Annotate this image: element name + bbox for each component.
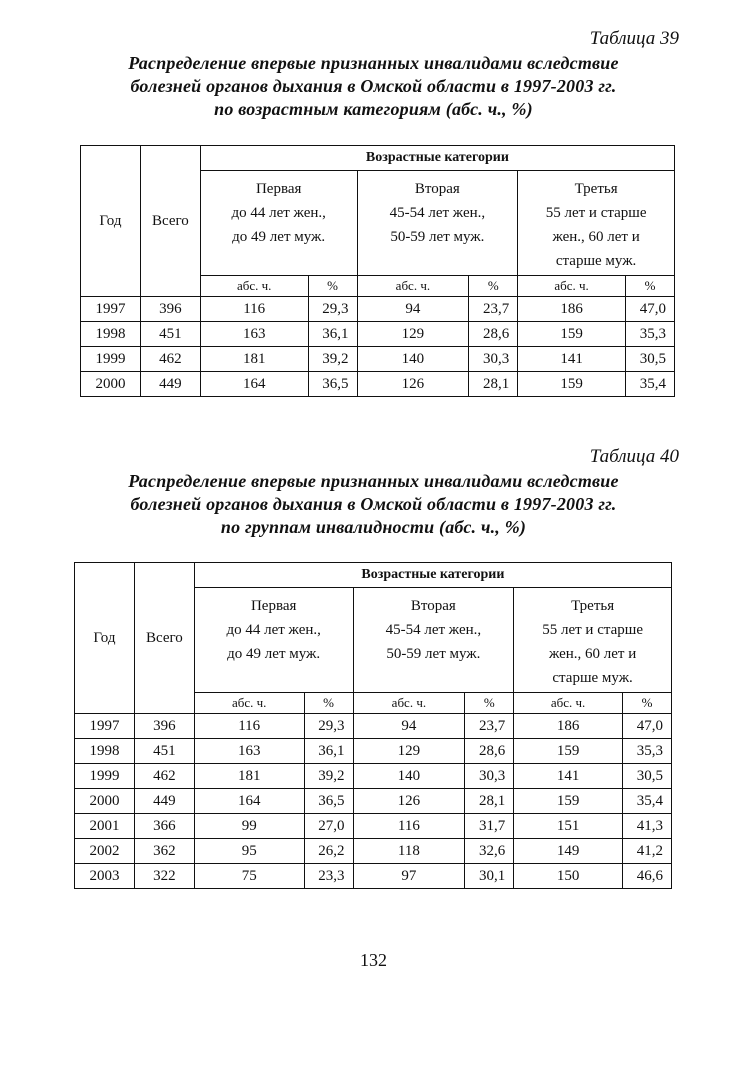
table-row xyxy=(75,814,672,839)
table-row xyxy=(81,322,675,347)
table-cell: 2000 xyxy=(75,789,135,814)
table-cell: 46,6 xyxy=(622,864,671,889)
table-cell: 449 xyxy=(140,372,200,397)
table-cell: 159 xyxy=(518,322,626,347)
table-40 xyxy=(74,562,672,889)
table-cell: 186 xyxy=(518,297,626,322)
table-cell: 36,5 xyxy=(308,372,357,397)
table-cell: 30,1 xyxy=(465,864,514,889)
table-row xyxy=(81,372,675,397)
table-40-number: Таблица 40 xyxy=(589,446,679,467)
table-cell: 35,4 xyxy=(625,372,674,397)
table-cell: 2003 xyxy=(75,864,135,889)
table-cell: 462 xyxy=(134,764,194,789)
table-39 xyxy=(80,145,675,397)
header-abs: абс. ч. xyxy=(353,693,465,714)
table-cell: 462 xyxy=(140,347,200,372)
table-cell: 1997 xyxy=(81,297,141,322)
table-cell: 181 xyxy=(200,347,308,372)
table-cell: 159 xyxy=(518,372,626,397)
table-cell: 126 xyxy=(353,789,465,814)
table-cell: 181 xyxy=(194,764,304,789)
table-row xyxy=(75,764,672,789)
table-row xyxy=(75,789,672,814)
table-cell: 39,2 xyxy=(304,764,353,789)
header-abs: абс. ч. xyxy=(194,693,304,714)
header-total: Всего xyxy=(134,563,194,714)
table-cell: 2000 xyxy=(81,372,141,397)
table-cell: 159 xyxy=(514,789,623,814)
table-40-header xyxy=(75,563,672,714)
table-cell: 28,6 xyxy=(469,322,518,347)
header-pct: % xyxy=(308,276,357,297)
header-year: Год xyxy=(81,146,141,297)
table-cell: 26,2 xyxy=(304,839,353,864)
table-cell: 163 xyxy=(194,739,304,764)
table-39-title-line-2: болезней органов дыхания в Омской области в 1997-2003 гг. xyxy=(130,76,617,96)
table-cell: 1997 xyxy=(75,714,135,739)
table-row xyxy=(75,739,672,764)
table-cell: 141 xyxy=(514,764,623,789)
table-cell: 396 xyxy=(134,714,194,739)
table-cell: 30,5 xyxy=(625,347,674,372)
table-39-title xyxy=(0,52,747,121)
table-cell: 28,6 xyxy=(465,739,514,764)
header-pct: % xyxy=(465,693,514,714)
table-cell: 451 xyxy=(140,322,200,347)
table-cell: 47,0 xyxy=(622,714,671,739)
table-cell: 140 xyxy=(353,764,465,789)
table-cell: 97 xyxy=(353,864,465,889)
header-categories: Возрастные категории xyxy=(194,563,671,588)
table-cell: 141 xyxy=(518,347,626,372)
table-39-heading xyxy=(0,28,747,121)
table-cell: 140 xyxy=(357,347,469,372)
table-cell: 151 xyxy=(514,814,623,839)
table-cell: 362 xyxy=(134,839,194,864)
header-abs: абс. ч. xyxy=(514,693,623,714)
table-cell: 31,7 xyxy=(465,814,514,839)
table-cell: 36,5 xyxy=(304,789,353,814)
table-cell: 1999 xyxy=(75,764,135,789)
header-year: Год xyxy=(75,563,135,714)
table-40-title-line-1: Распределение впервые признанных инвалидами вследствие xyxy=(128,471,619,491)
table-39-header xyxy=(81,146,675,297)
table-cell: 159 xyxy=(514,739,623,764)
table-row xyxy=(75,714,672,739)
table-cell: 41,3 xyxy=(622,814,671,839)
header-pct: % xyxy=(304,693,353,714)
table-cell: 116 xyxy=(200,297,308,322)
table-39-title-line-3: по возрастным категориям (абс. ч., %) xyxy=(214,99,533,119)
table-cell: 164 xyxy=(194,789,304,814)
header-abs: абс. ч. xyxy=(357,276,469,297)
table-cell: 150 xyxy=(514,864,623,889)
header-categories: Возрастные категории xyxy=(200,146,674,171)
table-cell: 164 xyxy=(200,372,308,397)
header-pct: % xyxy=(622,693,671,714)
table-cell: 35,4 xyxy=(622,789,671,814)
table-cell: 366 xyxy=(134,814,194,839)
table-cell: 95 xyxy=(194,839,304,864)
table-39-body xyxy=(81,297,675,397)
table-cell: 449 xyxy=(134,789,194,814)
table-cell: 1999 xyxy=(81,347,141,372)
table-cell: 29,3 xyxy=(304,714,353,739)
table-cell: 36,1 xyxy=(304,739,353,764)
table-cell: 30,3 xyxy=(465,764,514,789)
table-40-heading xyxy=(0,446,747,539)
table-40-title xyxy=(0,470,747,539)
table-cell: 2001 xyxy=(75,814,135,839)
table-cell: 94 xyxy=(357,297,469,322)
table-cell: 1998 xyxy=(81,322,141,347)
table-cell: 30,5 xyxy=(622,764,671,789)
table-cell: 186 xyxy=(514,714,623,739)
table-cell: 36,1 xyxy=(308,322,357,347)
table-cell: 39,2 xyxy=(308,347,357,372)
header-group-first: Первая до 44 лет жен., до 49 лет муж. xyxy=(194,588,353,693)
header-pct: % xyxy=(469,276,518,297)
table-cell: 75 xyxy=(194,864,304,889)
table-40-title-line-2: болезней органов дыхания в Омской области в 1997-2003 гг. xyxy=(130,494,617,514)
table-cell: 23,7 xyxy=(469,297,518,322)
table-cell: 35,3 xyxy=(625,322,674,347)
table-cell: 35,3 xyxy=(622,739,671,764)
header-abs: абс. ч. xyxy=(518,276,626,297)
table-cell: 116 xyxy=(194,714,304,739)
table-cell: 116 xyxy=(353,814,465,839)
table-cell: 118 xyxy=(353,839,465,864)
table-cell: 451 xyxy=(134,739,194,764)
header-pct: % xyxy=(625,276,674,297)
table-40-body xyxy=(75,714,672,889)
table-cell: 47,0 xyxy=(625,297,674,322)
header-group-third: Третья 55 лет и старше жен., 60 лет и старше муж. xyxy=(518,171,675,276)
table-cell: 94 xyxy=(353,714,465,739)
table-row xyxy=(81,297,675,322)
header-group-third: Третья 55 лет и старше жен., 60 лет и старше муж. xyxy=(514,588,672,693)
table-cell: 29,3 xyxy=(308,297,357,322)
table-row xyxy=(81,347,675,372)
header-group-first: Первая до 44 лет жен., до 49 лет муж. xyxy=(200,171,357,276)
table-cell: 23,3 xyxy=(304,864,353,889)
table-cell: 2002 xyxy=(75,839,135,864)
table-row xyxy=(75,864,672,889)
table-40-title-line-3: по группам инвалидности (абс. ч., %) xyxy=(220,517,527,537)
header-group-second: Вторая 45-54 лет жен., 50-59 лет муж. xyxy=(353,588,514,693)
table-cell: 23,7 xyxy=(465,714,514,739)
table-cell: 41,2 xyxy=(622,839,671,864)
page-number: 132 xyxy=(360,950,387,970)
table-39-number: Таблица 39 xyxy=(589,28,679,49)
table-39-title-line-1: Распределение впервые признанных инвалидами вследствие xyxy=(128,53,619,73)
table-cell: 28,1 xyxy=(469,372,518,397)
table-row xyxy=(75,839,672,864)
table-cell: 322 xyxy=(134,864,194,889)
table-cell: 149 xyxy=(514,839,623,864)
table-cell: 99 xyxy=(194,814,304,839)
table-cell: 129 xyxy=(357,322,469,347)
table-cell: 32,6 xyxy=(465,839,514,864)
table-cell: 30,3 xyxy=(469,347,518,372)
table-cell: 28,1 xyxy=(465,789,514,814)
table-cell: 396 xyxy=(140,297,200,322)
header-group-second: Вторая 45-54 лет жен., 50-59 лет муж. xyxy=(357,171,518,276)
header-abs: абс. ч. xyxy=(200,276,308,297)
table-cell: 163 xyxy=(200,322,308,347)
table-cell: 27,0 xyxy=(304,814,353,839)
table-cell: 1998 xyxy=(75,739,135,764)
header-total: Всего xyxy=(140,146,200,297)
table-cell: 126 xyxy=(357,372,469,397)
table-cell: 129 xyxy=(353,739,465,764)
